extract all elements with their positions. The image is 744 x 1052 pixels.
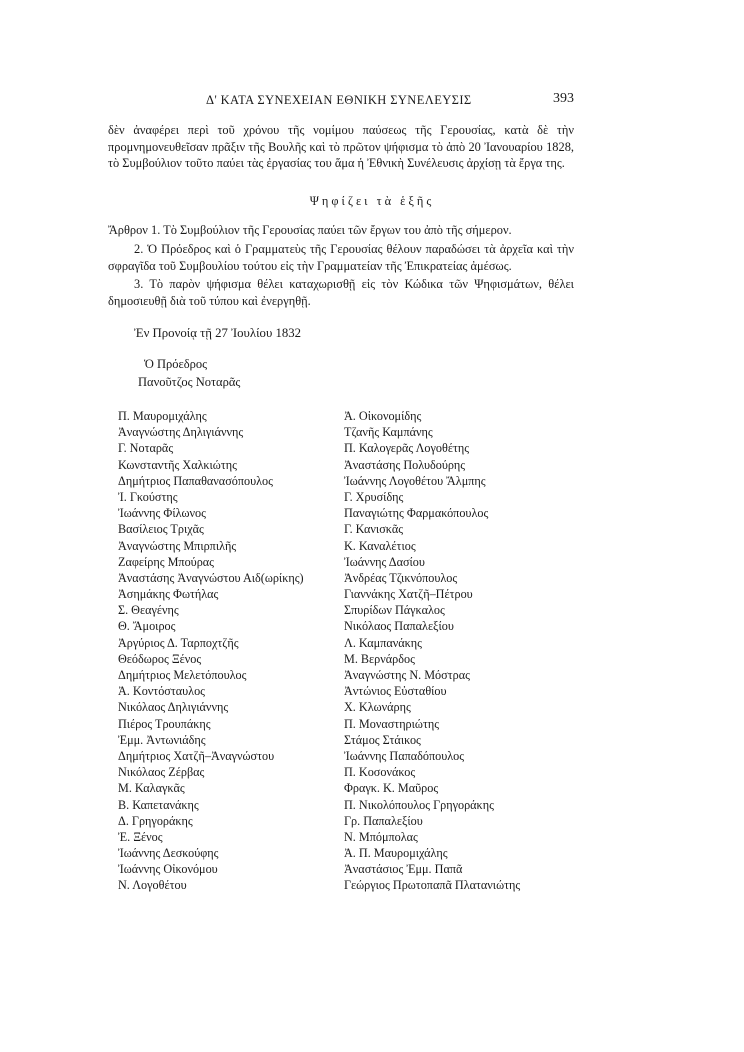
signatory-name: Γιαννάκης Χατζῆ–Πέτρου	[344, 587, 473, 602]
signatory-name: Πιέρος Τρουπάκης	[118, 716, 211, 731]
signatory-name: Γ. Χρυσίδης	[344, 489, 404, 504]
signatory-name: Ἀναστάσης Πολυδούρης	[344, 457, 466, 472]
signatory-name: Δ. Γρηγοράκης	[118, 813, 193, 828]
signatory-name: Νικόλαος Παπαλεξίου	[344, 619, 454, 634]
signatory-name: Σ. Θεαγένης	[118, 603, 179, 618]
president-name: Πανοῦτζος Νοταρᾶς	[138, 375, 241, 389]
signatory-name: Θ. Ἄμοιρος	[118, 619, 176, 634]
signatory-name: Γεώργιος Πρωτοπαπᾶ Πλατανιώτης	[344, 878, 521, 893]
signatory-name: Κ. Καναλέτιος	[344, 538, 416, 553]
signatory-name: Ἀναγνώστης Δηλιγιάννης	[118, 425, 244, 440]
signatory-name: Βασίλειος Τριχᾶς	[118, 522, 204, 537]
signatory-name: Ν. Μπόμπολας	[344, 829, 418, 844]
signatory-name: Κωνσταντῆς Χαλκιώτης	[118, 457, 237, 472]
signatory-name: Ἀργύριος Δ. Ταρποχτζῆς	[118, 635, 239, 650]
signatory-name: Θεόδωρος Ξένος	[118, 651, 202, 666]
signatory-name: Ἐμμ. Ἀντωνιάδης	[118, 732, 206, 747]
signatory-name: Β. Καπετανάκης	[118, 797, 199, 812]
signatory-name: Στάμος Στάικος	[344, 732, 421, 747]
signatory-name: Δημήτριος Χατζῆ–Ἀναγνώστου	[118, 748, 275, 763]
signatory-name: Παναγιώτης Φαρμακόπουλος	[344, 506, 489, 521]
signatory-name: Δημήτριος Μελετόπουλος	[118, 668, 247, 682]
signatory-name: Σπυρίδων Πάγκαλος	[344, 603, 445, 618]
signatory-name: Ἀντώνιος Εὐσταθίου	[344, 684, 447, 699]
article-2: 2. Ὁ Πρόεδρος καὶ ὁ Γραμματεὺς τῆς Γερουσίας θέλουν παραδώσει τὰ ἀρχεῖα καὶ τὴν σφραγῖδα τοῦ Συμβουλίου τούτου εἰς τὴν Γραμματείαν τῆς Ἐπικρατείας ἀμέσως.	[108, 242, 574, 273]
signatory-name: Γρ. Παπαλεξίου	[344, 813, 423, 828]
signatory-name: Φραγκ. Κ. Μαῦρος	[344, 781, 439, 796]
signatory-name: Ἀ. Κοντόσταυλος	[118, 684, 206, 699]
signatory-name: Ν. Λογοθέτου	[118, 878, 187, 893]
signatory-name: Ἐ. Ξένος	[118, 829, 163, 844]
president-title: Ὁ Πρόεδρος	[144, 357, 208, 371]
signatory-name: Ἰ. Γκούστης	[118, 489, 178, 504]
date-line: Ἐν Προνοίᾳ τῇ 27 Ἰουλίου 1832	[134, 326, 302, 340]
signatory-name: Π. Μοναστηριώτης	[344, 716, 440, 731]
signatory-name: Μ. Καλαγκᾶς	[118, 781, 185, 796]
signatory-name: Λ. Καμπανάκης	[344, 635, 422, 650]
signatory-name: Τζανῆς Καμπάνης	[344, 425, 433, 440]
decree-heading: Ψηφίζει τὰ ἑξῆς	[309, 194, 435, 208]
signatory-name: Νικόλαος Δηλιγιάννης	[118, 700, 229, 715]
signatory-name: Ἰωάννης Παπαδόπουλος	[344, 748, 465, 763]
signatory-name: Ἀναστάσης Ἀναγνώστου Αιδ(ωρίκης)	[118, 570, 304, 585]
page-number: 393	[553, 91, 574, 106]
signatory-name: Μ. Βερνάρδος	[344, 651, 415, 666]
signatory-name: Ἀναγνώστης Μπιρπιλῆς	[118, 538, 237, 553]
signatory-name: Π. Νικολόπουλος Γρηγοράκης	[344, 797, 494, 812]
signatory-name: Ἰωάννης Οἰκονόμου	[118, 862, 218, 877]
signatory-name: Ἰωάννης Δεσκούφης	[118, 846, 219, 861]
signatory-name: Νικόλαος Ζέρβας	[118, 765, 205, 780]
signatory-name: Ἀσημάκης Φωτήλας	[118, 587, 219, 602]
signatory-name: Π. Καλογερᾶς Λογοθέτης	[344, 441, 470, 456]
running-title: Δ' ΚΑΤΑ ΣΥΝΕΧΕΙΑΝ ΕΘΝΙΚΗ ΣΥΝΕΛΕΥΣΙΣ	[206, 93, 472, 107]
signatory-name: Ἀναγνώστης Ν. Μόστρας	[344, 668, 470, 682]
signatory-name: Ἰωάννης Δασίου	[344, 554, 425, 569]
signatory-name: Γ. Νοταρᾶς	[118, 441, 174, 456]
signatory-name: Δημήτριος Παπαθανασόπουλος	[118, 473, 273, 488]
signatory-name: Ἰωάννης Φίλωνος	[118, 506, 206, 521]
article-3: 3. Τὸ παρὸν ψήφισμα θέλει καταχωρισθῇ εἰς τὸν Κώδικα τῶν Ψηφισμάτων, θέλει δημοσιευθῇ διὰ τοῦ τύπου καὶ ἐνεργηθῇ.	[108, 277, 574, 308]
signatory-name: Π. Μαυρομιχάλης	[118, 409, 207, 423]
signatory-name: Ζαφείρης Μπούρας	[118, 554, 215, 569]
signatory-name: Γ. Κανισκᾶς	[344, 522, 404, 537]
signatory-name: Π. Κοσονάκος	[344, 765, 416, 780]
article-1: Ἄρθρον 1. Τὸ Συμβούλιον τῆς Γερουσίας παύει τῶν ἔργων του ἀπὸ τῆς σήμερον.	[108, 223, 512, 237]
signatories-left-column	[118, 408, 304, 894]
signatory-name: Ἀναστάσιος Ἐμμ. Παπᾶ	[344, 862, 463, 877]
signatory-name: Ἀ. Π. Μαυρομιχάλης	[344, 846, 448, 861]
signatories-right-column	[344, 408, 520, 894]
signatory-name: Ἀ. Οἰκονομίδης	[344, 409, 422, 423]
signatory-name: Ἀνδρέας Τζικνόπουλος	[344, 570, 458, 585]
intro-paragraph: δὲν ἀναφέρει περὶ τοῦ χρόνου τῆς νομίμου παύσεως τῆς Γερουσίας, κατὰ δὲ τὴν προμνημονευθεῖσαν πρᾶξιν τῆς Βουλῆς καὶ τὸ πρῶτον ψήφισμα τὸ ἀπὸ 20 Ἰανουαρίου 1828, τὸ Συμβούλιον τοῦτο παύει τὰς ἐργασίας του ἅμα ἡ Ἐθνικὴ Συνέλευσις ἀρχίσῃ τὰ ἔργα της.	[108, 123, 574, 170]
page-header	[108, 93, 574, 111]
signatory-name: Ἰωάννης Λογοθέτου Ἄλμπης	[344, 473, 486, 488]
signatory-name: Χ. Κλωνάρης	[344, 700, 411, 715]
